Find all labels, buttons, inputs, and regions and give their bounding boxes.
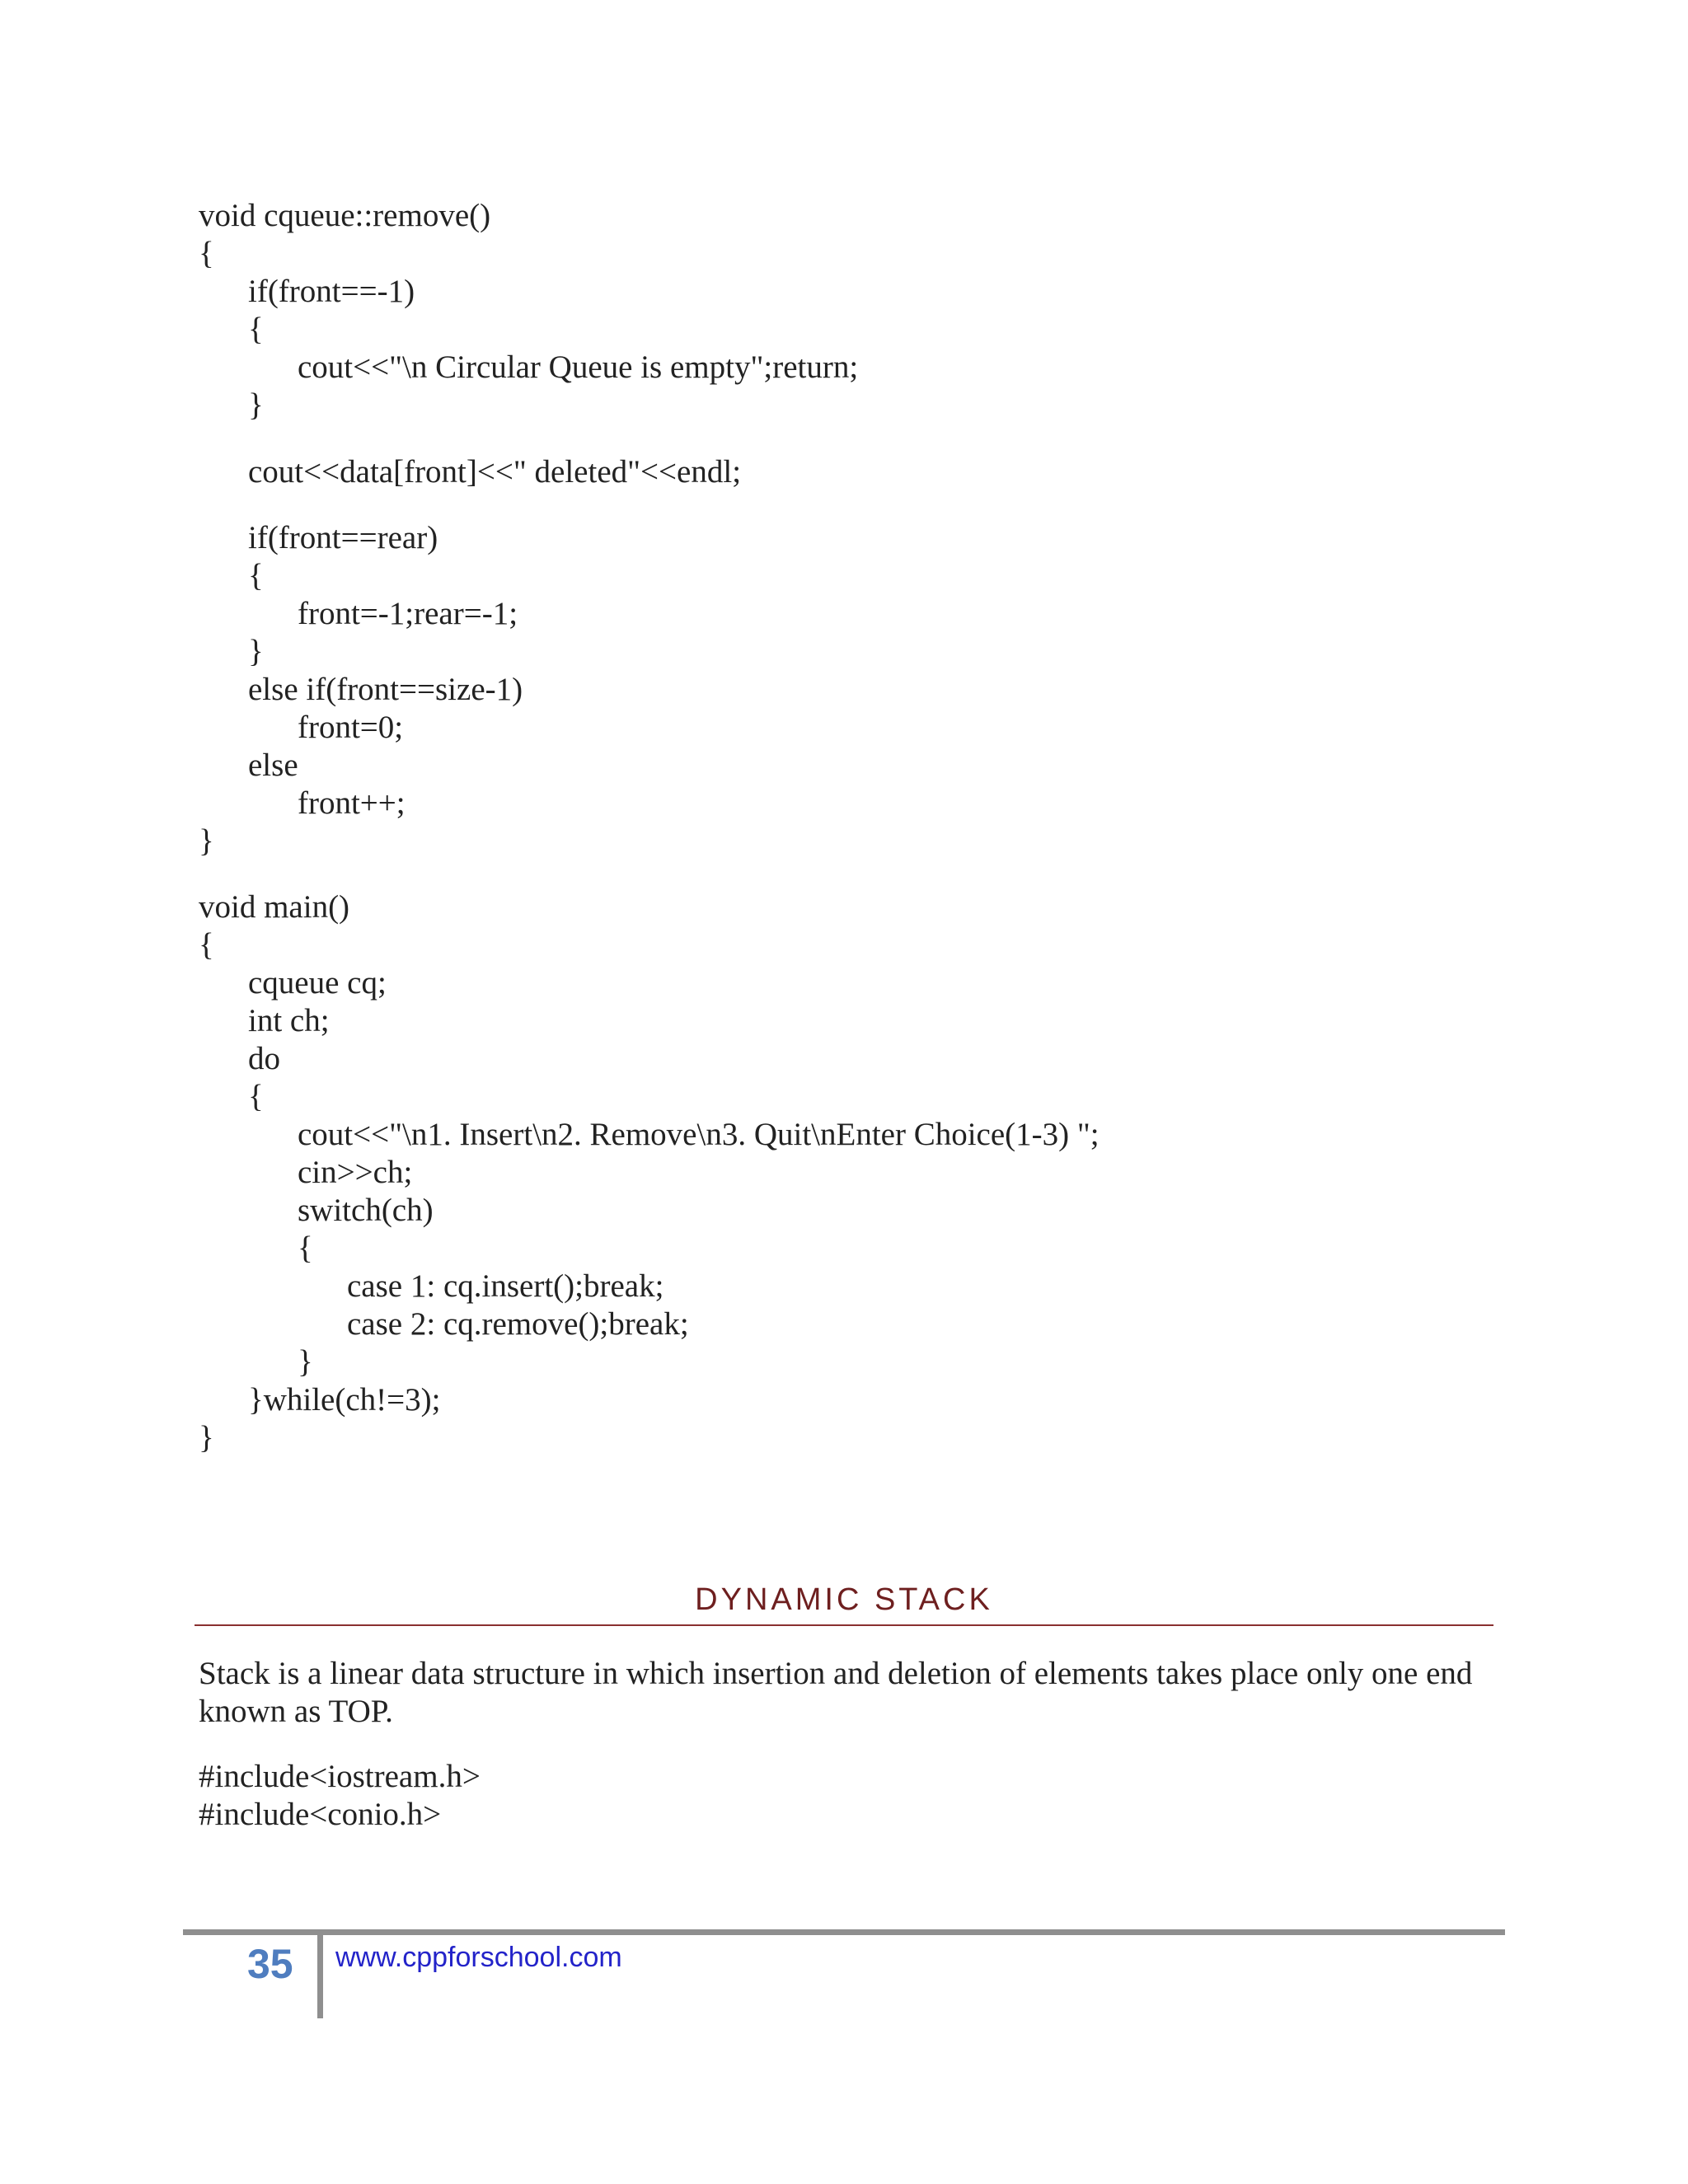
code-line: {	[199, 927, 214, 963]
code-line: void main()	[199, 889, 350, 925]
footer-rule	[183, 1929, 1505, 1935]
code-line: {	[248, 1079, 264, 1114]
code-line: {	[248, 312, 264, 347]
page-number: 35	[247, 1941, 293, 1987]
code-line: else if(front==size-1)	[248, 672, 523, 707]
code-line: cin>>ch;	[298, 1155, 413, 1190]
code-line: }	[298, 1344, 313, 1380]
code-line: case 2: cq.remove();break;	[347, 1306, 689, 1342]
code-line: do	[248, 1041, 280, 1076]
code-line: if(front==rear)	[248, 520, 438, 555]
code-line: cout<<data[front]<<" deleted"<<endl;	[248, 454, 742, 490]
code-line: {	[199, 236, 214, 271]
code-line: cqueue cq;	[248, 965, 387, 1001]
code-line: front=-1;rear=-1;	[298, 596, 518, 631]
code-line: cout<<"\n1. Insert\n2. Remove\n3. Quit\nEnter Choice(1-3) ";	[298, 1117, 1100, 1152]
footer-divider	[317, 1933, 323, 2018]
code-line: }	[199, 823, 214, 859]
code-line: switch(ch)	[298, 1193, 434, 1228]
code-line: else	[248, 748, 298, 783]
code-line: }while(ch!=3);	[248, 1382, 441, 1418]
code-line: #include<conio.h>	[199, 1797, 442, 1832]
code-line: if(front==-1)	[248, 274, 415, 309]
code-line: {	[298, 1230, 313, 1266]
code-line: }	[199, 1420, 214, 1455]
website-link[interactable]: www.cppforschool.com	[335, 1942, 622, 1973]
section-heading: DYNAMIC STACK	[695, 1582, 993, 1617]
code-line: case 1: cq.insert();break;	[347, 1268, 664, 1304]
code-line: {	[248, 558, 264, 593]
code-line: front++;	[298, 785, 406, 821]
code-line: }	[248, 387, 264, 423]
code-line: #include<iostream.h>	[199, 1759, 481, 1794]
code-line: front=0;	[298, 710, 404, 745]
heading-underline	[195, 1624, 1493, 1626]
code-line: }	[248, 634, 264, 669]
code-line: int ch;	[248, 1003, 330, 1038]
code-line: void cqueue::remove()	[199, 198, 491, 233]
section-description: Stack is a linear data structure in which insertion and deletion of elements takes place only one end known as TOP.	[199, 1656, 1473, 1729]
code-line: cout<<"\n Circular Queue is empty";return;	[298, 349, 859, 385]
